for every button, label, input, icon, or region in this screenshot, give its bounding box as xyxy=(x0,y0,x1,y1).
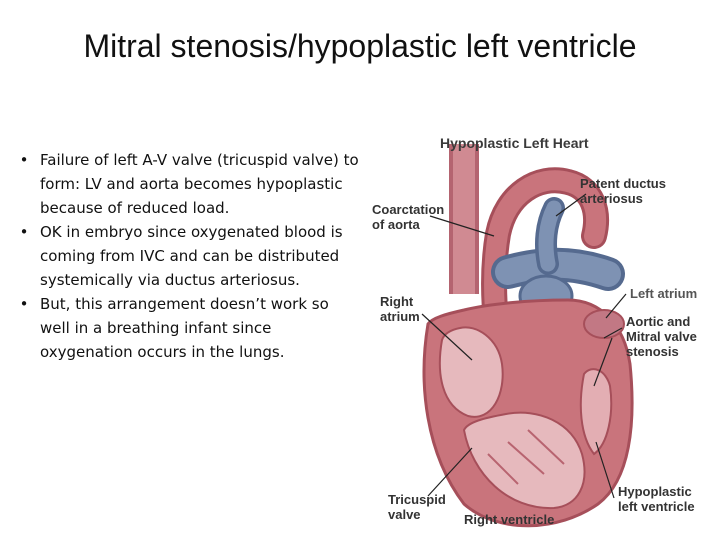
label-hypoplastic-lv: Hypoplastic left ventricle xyxy=(618,484,695,514)
bullet-text: Failure of left A-V valve (tricuspid valve) to form: LV and aorta becomes hypoplastic because of reduced load. xyxy=(40,151,359,217)
label-left-atrium: Left atrium xyxy=(630,286,698,301)
label-coarctation: Coarctation of aorta xyxy=(372,202,445,232)
label-right-ventricle: Right ventricle xyxy=(464,512,555,527)
label-right-atrium: Right atrium xyxy=(380,294,420,324)
left-atrium-shape xyxy=(584,310,624,338)
label-tricuspid-valve: Tricuspid valve xyxy=(388,492,446,522)
bullet-item xyxy=(12,292,360,364)
bullet-list xyxy=(12,148,360,364)
bullet-dot: • xyxy=(19,295,29,313)
bullet-text: OK in embryo since oxygenated blood is coming from IVC and can be distributed systemically via ductus arteriosus. xyxy=(40,223,343,289)
bullet-text: But, this arrangement doesn’t work so well in a breathing infant since oxygenation occurs in the lungs. xyxy=(40,295,329,361)
label-aortic-mitral-stenosis: Aortic and Mitral valve stenosis xyxy=(626,314,697,359)
figure-title: Hypoplastic Left Heart xyxy=(440,135,589,151)
bullet-item xyxy=(12,148,360,220)
bullet-dot: • xyxy=(19,223,29,241)
bullet-dot: • xyxy=(19,151,29,169)
label-patent-ductus: Patent ductus arteriosus xyxy=(580,176,666,206)
heart-diagram-figure xyxy=(368,124,720,540)
bullet-item xyxy=(12,220,360,292)
slide-title: Mitral stenosis/hypoplastic left ventricle xyxy=(83,28,637,64)
